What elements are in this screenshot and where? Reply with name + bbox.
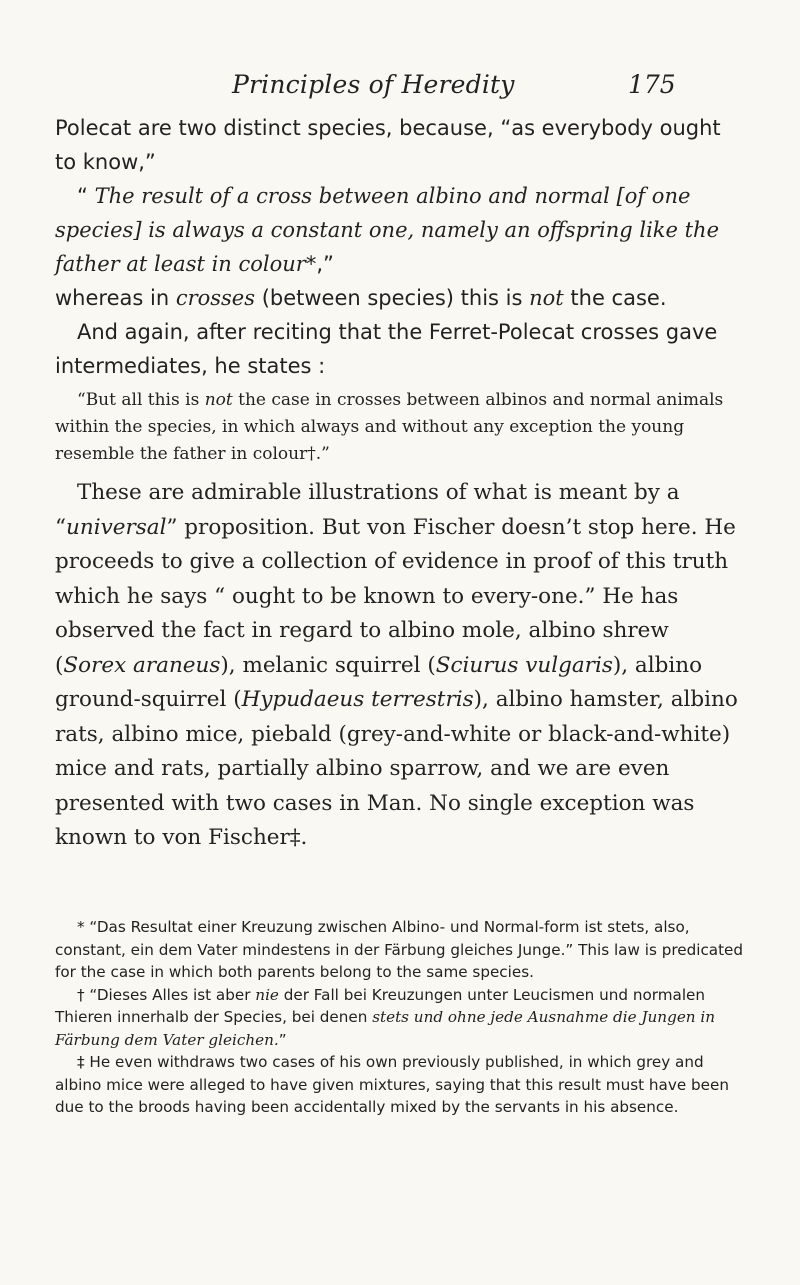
text: Polecat are two distinct species, because, “as everybody ought to know,” xyxy=(55,116,721,174)
text: *,” xyxy=(305,252,334,276)
paragraph xyxy=(55,281,745,315)
page-number: 175 xyxy=(628,70,676,99)
running-head xyxy=(0,70,800,104)
text: “ xyxy=(77,184,95,208)
text: † “Dieses Alles ist aber xyxy=(77,985,256,1004)
paragraph-continued xyxy=(55,111,745,179)
emphasis: not xyxy=(204,390,233,410)
emphasis: not xyxy=(529,286,564,310)
emphasis: stets und ohne jede Ausnahme die Jungen in Färbung dem Vater gleichen. xyxy=(55,1008,716,1049)
emphasis: universal xyxy=(66,514,167,540)
footnote-3: ‡ He even withdraws two cases of his own previously published, in which grey and albino mice were alleged to have given mixtures, saying that this result must have been due to the broods having been accidentally mixed by the servants in his absence. xyxy=(55,1053,729,1116)
footnote-1: * “Das Resultat einer Kreuzung zwischen Albino- und Normal-form ist stets, also, constant, ein dem Vater mindestens in der Färbung gleiches Junge.” This law is predicated for the case in which both parents belong to the same species. xyxy=(55,918,744,981)
footnotes xyxy=(55,916,745,1119)
running-title: Principles of Heredity xyxy=(232,70,515,99)
main-text xyxy=(55,111,745,856)
block-quote xyxy=(55,387,745,468)
species-name: Sorex araneus xyxy=(63,652,221,678)
text: (between species) this is xyxy=(255,286,530,310)
text: ), albino hamster, albino rats, albino mice, piebald (grey-and-white or black-and-white) mice and rats, partially albino sparrow, and we are even presented with two cases in Man. No single exception was known to von Fischer‡. xyxy=(55,687,738,850)
text: der Fall bei Kreuzungen unter Leucismen und normalen Thieren innerhalb der Species, bei denen xyxy=(55,985,706,1026)
text: the case. xyxy=(563,286,667,310)
species-name: Hypudaeus terrestris xyxy=(241,687,474,712)
footnote-2 xyxy=(55,984,745,1052)
quotation xyxy=(55,179,745,281)
text: ), melanic squirrel ( xyxy=(220,652,436,678)
emphasis: crosses xyxy=(175,286,256,310)
text: the case in crosses between albinos and normal animals within the species, in which always and without any exception the young resemble the father in colour†.” xyxy=(55,390,724,464)
text: ” xyxy=(278,1030,287,1049)
species-name: Sciurus vulgaris xyxy=(435,652,613,678)
text: ), albino ground-squirrel ( xyxy=(55,652,703,712)
text: These are admirable illustrations of what is meant by a “ xyxy=(55,480,680,540)
text: whereas in xyxy=(55,286,176,310)
text: ” proposition. But von Fischer doesn’t stop here. He proceeds to give a collection of evidence in proof of this truth which he says “ ought to be known to every-one.” He has observed the fact in regard to albino mole, albino shrew ( xyxy=(55,514,736,678)
quote-italic: The result of a cross between albino and normal [of one species] is always a constant one, namely an offspring like the father at least in colour xyxy=(55,184,720,276)
paragraph: And again, after reciting that the Ferret-Polecat crosses gave intermediates, he states : xyxy=(55,320,718,378)
text: “But all this is xyxy=(77,390,205,410)
paragraph xyxy=(55,476,745,856)
emphasis: nie xyxy=(255,985,279,1004)
